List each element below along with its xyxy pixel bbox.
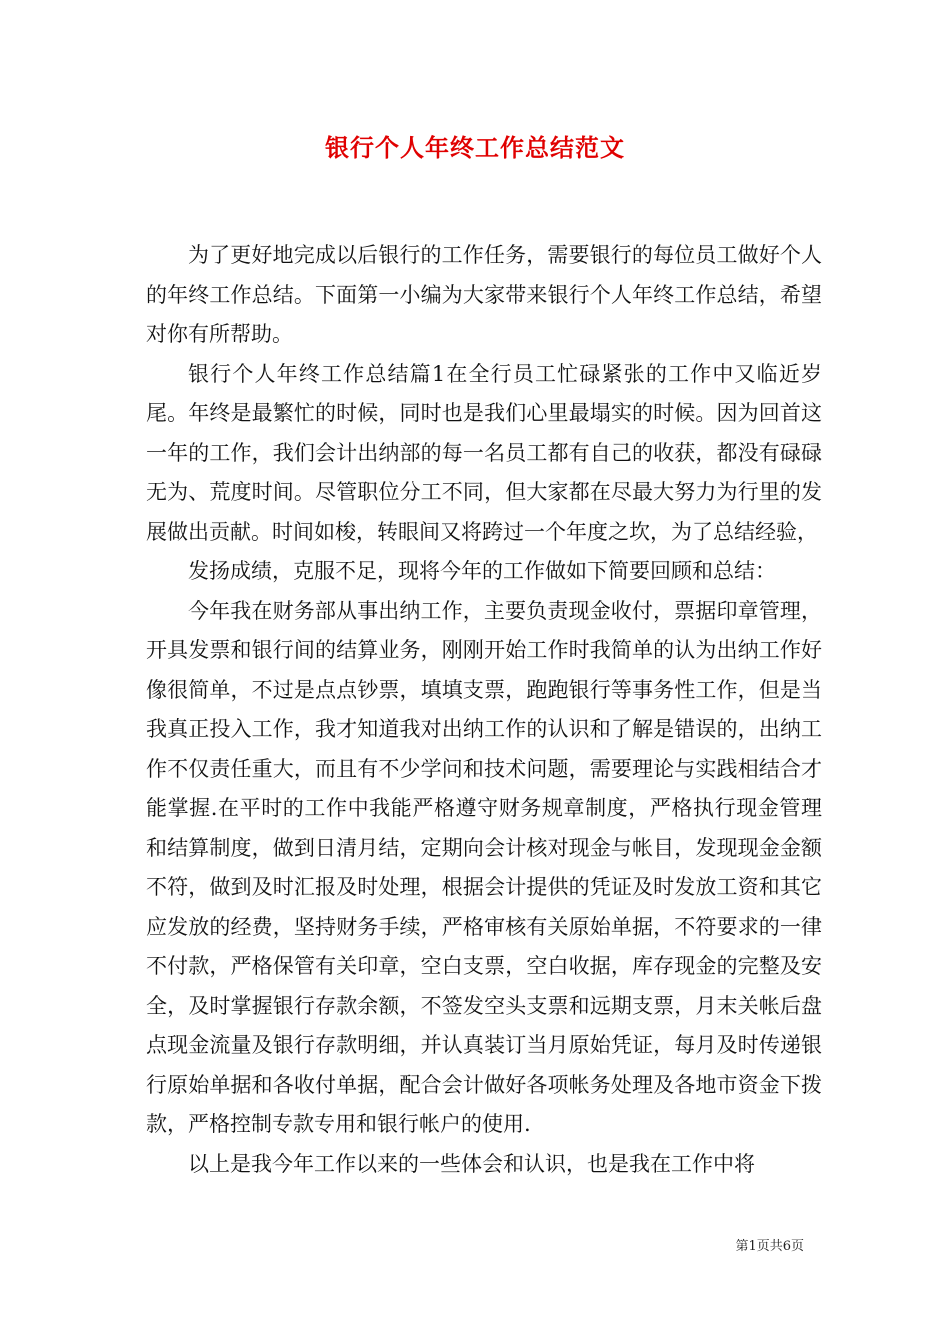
page-number-footer: 第1页共6页 (735, 1239, 804, 1254)
document-body (146, 236, 822, 1184)
paragraph-closing: 以上是我今年工作以来的一些体会和认识，也是我在工作中将 (188, 1151, 755, 1176)
paragraph-part1: 银行个人年终工作总结篇1在全行员工忙碌紧张的工作中又临近岁尾。年终是最繁忙的时候，同时也是我们心里最塌实的时候。因为回首这一年的工作，我们会计出纳部的每一名员工都有自己的收获，都没有碌碌无为、荒度时间。尽管职位分工不同，但大家都在尽最大努力为行里的发展做出贡献。时间如梭，转眼间又将跨过一个年度之坎，为了总结经验， (146, 361, 822, 544)
paragraph-cashier-work: 今年我在财务部从事出纳工作，主要负责现金收付，票据印章管理，开具发票和银行间的结算业务，刚刚开始工作时我简单的认为出纳工作好像很简单，不过是点点钞票，填填支票，跑跑银行等事务性工作，但是当我真正投入工作，我才知道我对出纳工作的认识和了解是错误的，出纳工作不仅责任重大，而且有不少学问和技术问题，需要理论与实践相结合才能掌握.在平时的工作中我能严格遵守财务规章制度，严格执行现金管理和结算制度，做到日清月结，定期向会计核对现金与帐目，发现现金金额不符，做到及时汇报及时处理，根据会计提供的凭证及时发放工资和其它应发放的经费，坚持财务手续，严格审核有关原始单据，不符要求的一律不付款，严格保管有关印章，空白支票，空白收据，库存现金的完整及安全，及时掌握银行存款余额，不签发空头支票和远期支票，月末关帐后盘点现金流量及银行存款明细，并认真装订当月原始凭证，每月及时传递银行原始单据和各收付单据，配合会计做好各项帐务处理及各地市资金下拨款，严格控制专款专用和银行帐户的使用. (146, 598, 822, 1136)
document-title: 银行个人年终工作总结范文 (325, 133, 625, 162)
paragraph-intro: 为了更好地完成以后银行的工作任务，需要银行的每位员工做好个人的年终工作总结。下面第一小编为大家带来银行个人年终工作总结，希望对你有所帮助。 (146, 243, 822, 346)
paragraph-summary-lead: 发扬成绩，克服不足，现将今年的工作做如下简要回顾和总结： (188, 559, 776, 583)
